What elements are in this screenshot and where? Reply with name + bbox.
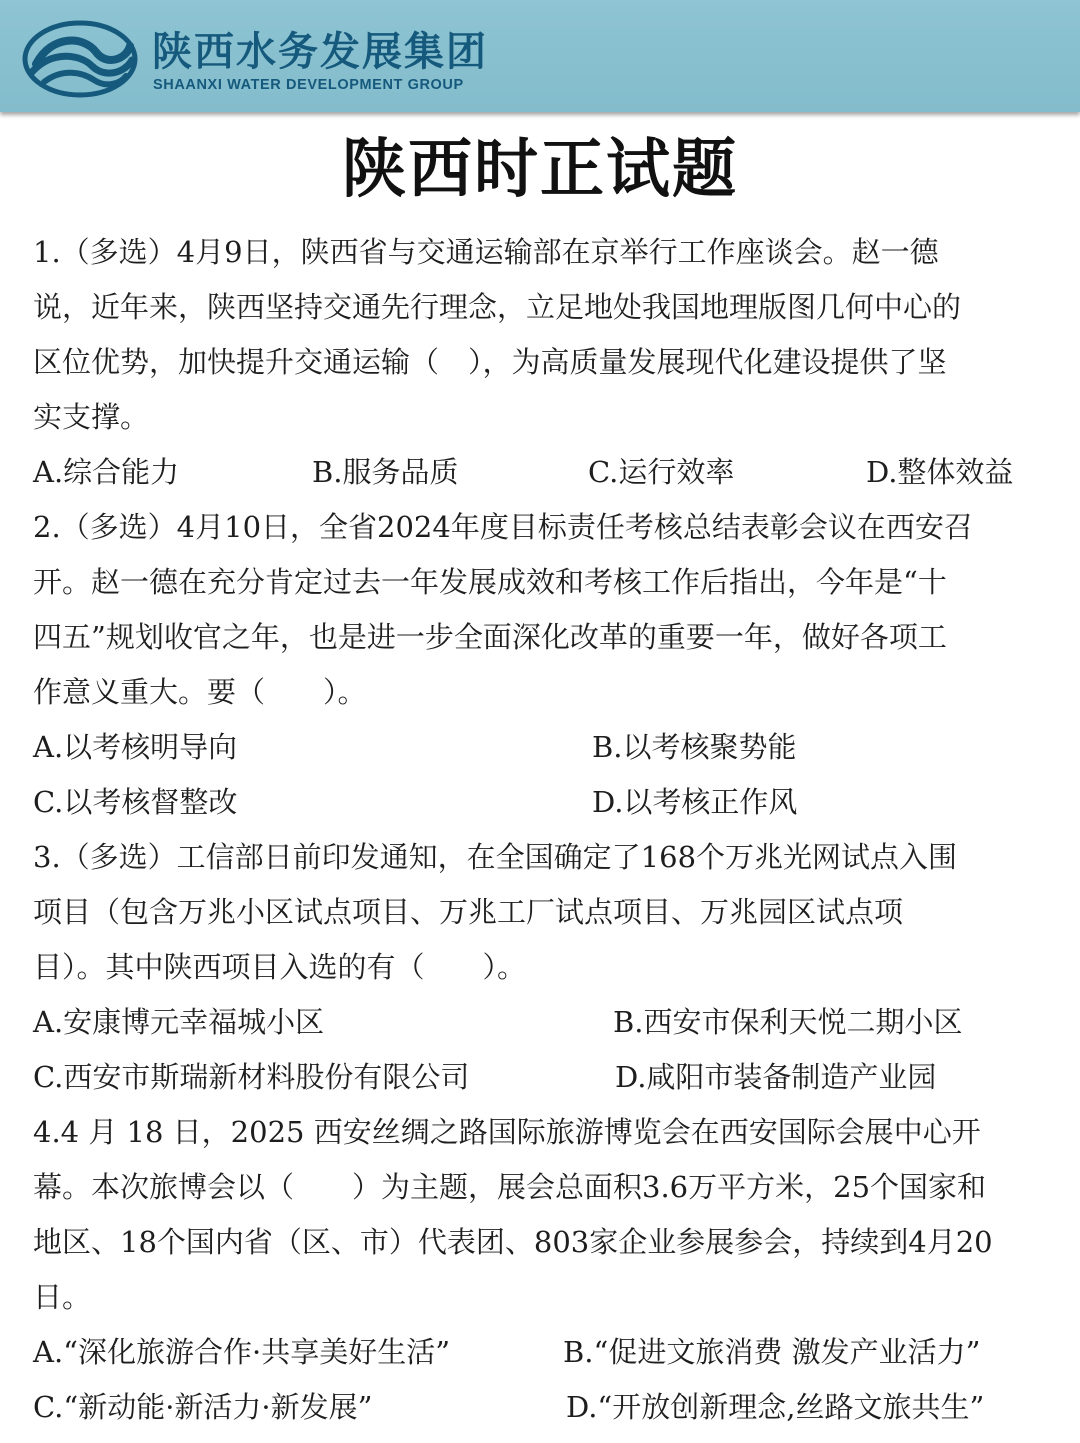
question-1-option-d: D.整体效益	[866, 455, 1014, 489]
question-2-line-3: 四五”规划收官之年，也是进一步全面深化改革的重要一年，做好各项工	[33, 620, 947, 654]
question-3-line-1: 3.（多选）工信部日前印发通知，在全国确定了168个万兆光网试点入围	[33, 840, 958, 874]
wave-spiral-logo-icon	[22, 20, 138, 98]
question-3-line-3: 目）。其中陕西项目入选的有（ ）。	[33, 950, 527, 984]
question-1-line-2: 说，近年来，陕西坚持交通先行理念，立足地处我国地理版图几何中心的	[33, 290, 962, 324]
question-4-option-a: A.“深化旅游合作·共享美好生活”	[33, 1335, 451, 1369]
question-1-option-a: A.综合能力	[33, 455, 180, 489]
question-4-option-c: C.“新动能·新活力·新发展”	[33, 1390, 373, 1424]
question-2-line-2: 开。赵一德在充分肯定过去一年发展成效和考核工作后指出，今年是“十	[33, 565, 947, 599]
question-4-line-4: 日。	[33, 1280, 92, 1314]
org-name-cn: 陕西水务发展集团	[152, 29, 488, 75]
question-4-line-1: 4.4 月 18 日，2025 西安丝绸之路国际旅游博览会在西安国际会展中心开	[33, 1115, 981, 1149]
question-1-line-3: 区位优势，加快提升交通运输（ ），为高质量发展现代化建设提供了坚	[33, 345, 947, 379]
question-2-line-4: 作意义重大。要（ ）。	[33, 675, 367, 709]
question-1-line-4: 实支撑。	[33, 400, 150, 434]
question-4-option-b: B.“促进文旅消费 激发产业活力”	[563, 1335, 981, 1369]
question-1-option-b: B.服务品质	[312, 455, 459, 489]
question-3-option-a: A.安康博元幸福城小区	[33, 1005, 325, 1039]
question-2-line-1: 2.（多选）4月10日，全省2024年度目标责任考核总结表彰会议在西安召	[33, 510, 973, 544]
question-1-line-1: 1.（多选）4月9日，陕西省与交通运输部在京举行工作座谈会。赵一德	[33, 235, 939, 269]
question-3-option-c: C.西安市斯瑞新材料股份有限公司	[33, 1060, 470, 1094]
question-2-option-a: A.以考核明导向	[33, 730, 238, 764]
question-2-option-c: C.以考核督整改	[33, 785, 238, 819]
question-3-line-2: 项目（包含万兆小区试点项目、万兆工厂试点项目、万兆园区试点项	[33, 895, 904, 929]
question-4-line-2: 幕。本次旅博会以（ ）为主题，展会总面积3.6万平方米，25个国家和	[33, 1170, 987, 1204]
question-1-option-c: C.运行效率	[588, 455, 735, 489]
header-bar	[0, 0, 1080, 112]
question-4-option-d: D.“开放创新理念,丝路文旅共生”	[566, 1390, 985, 1424]
question-3-option-b: B.西安市保利天悦二期小区	[613, 1005, 963, 1039]
question-2-option-b: B.以考核聚势能	[592, 730, 797, 764]
org-name-en: SHAANXI WATER DEVELOPMENT GROUP	[153, 77, 464, 93]
question-4-line-3: 地区、18个国内省（区、市）代表团、803家企业参展参会，持续到4月20	[33, 1225, 993, 1259]
page-title: 陕西时正试题	[342, 133, 738, 207]
question-2-option-d: D.以考核正作风	[592, 785, 798, 819]
question-3-option-d: D.咸阳市装备制造产业园	[615, 1060, 937, 1094]
